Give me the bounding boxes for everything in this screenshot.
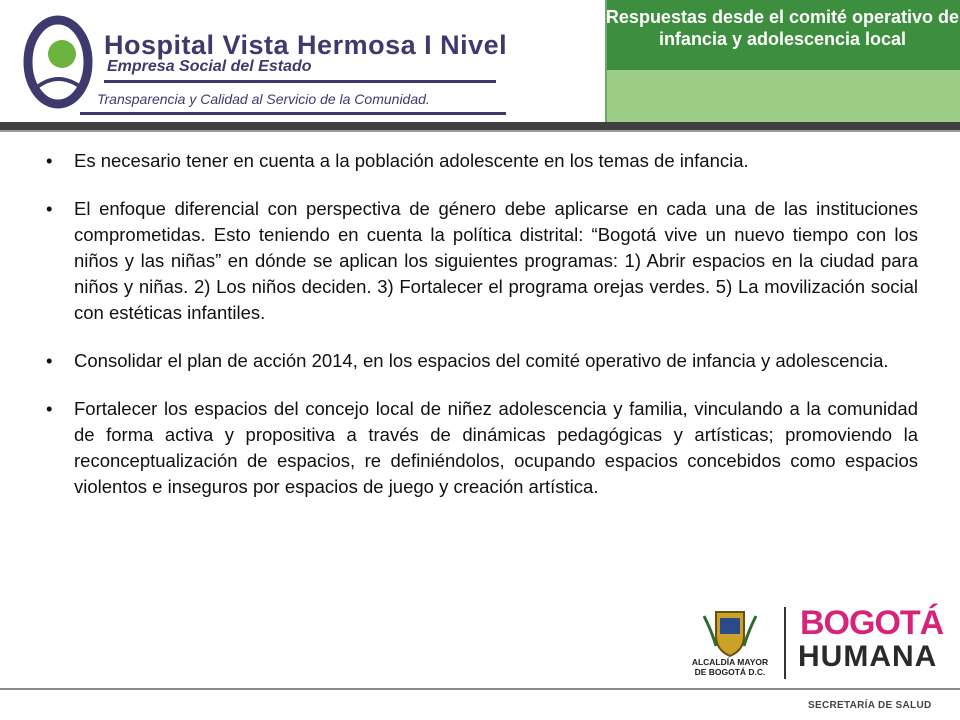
hospital-tagline: Transparencia y Calidad al Servicio de la Comunidad. xyxy=(97,91,430,107)
bullet-list xyxy=(46,148,918,522)
hospital-subtitle: Empresa Social del Estado xyxy=(107,58,312,75)
bogota-logo-line2: HUMANA xyxy=(798,640,938,673)
bullet-marker: • xyxy=(46,198,53,219)
bullet-item xyxy=(46,396,918,500)
bullet-marker: • xyxy=(46,398,53,419)
bullet-marker: • xyxy=(46,150,53,171)
secretaria-label: SECRETARÍA DE SALUD xyxy=(808,700,932,711)
bullet-item xyxy=(46,148,918,174)
logo-divider xyxy=(784,607,786,679)
bullet-text: El enfoque diferencial con perspectiva de género debe aplicarse en cada una de las instituciones comprometidas. Esto teniendo en cuenta la política distrital: “Bogotá vive un nuevo tiempo con los niños y las niñas” en dónde se aplican los siguientes programas: 1) Abrir espacios en la ciudad para niños y niñas. 2) Los niños deciden. 3) Fortalecer el programa orejas verdes. 5) La movilización social con estéticas infantiles. xyxy=(74,198,918,323)
hospital-name: Hospital Vista Hermosa I Nivel xyxy=(104,30,508,60)
header xyxy=(0,0,960,130)
hospital-logo-icon xyxy=(18,10,100,110)
bullet-text: Fortalecer los espacios del concejo local de niñez adolescencia y familia, vinculando a la comunidad de forma activa y propositiva a través de dinámicas pedagógicas y artísticas; promoviendo la reconceptualización de espacios, re definiéndolos, ocupando espacios concebidos como espacios violentos e inseguros por espacios de juego y creación artística. xyxy=(74,398,918,497)
alcaldia-label xyxy=(680,657,780,677)
bogota-logo-line1: BOGOTÁ xyxy=(800,604,944,642)
bullet-item xyxy=(46,196,918,326)
header-divider xyxy=(104,80,496,83)
title-banner-lower xyxy=(607,70,960,122)
slide-title: Respuestas desde el comité operativo de infancia y adolescencia local xyxy=(605,7,960,49)
header-band-shadow xyxy=(0,130,960,132)
footer-divider xyxy=(0,688,960,690)
bullet-item xyxy=(46,348,918,374)
alcaldia-line2: DE BOGOTÁ D.C. xyxy=(694,667,766,677)
bullet-text: Es necesario tener en cuenta a la población adolescente en los temas de infancia. xyxy=(74,150,749,171)
bullet-text: Consolidar el plan de acción 2014, en los espacios del comité operativo de infancia y adolescencia. xyxy=(74,350,889,371)
header-divider xyxy=(80,112,506,115)
header-band xyxy=(0,122,960,130)
alcaldia-line1: ALCALDÍA MAYOR xyxy=(691,657,769,667)
bullet-marker: • xyxy=(46,350,53,371)
